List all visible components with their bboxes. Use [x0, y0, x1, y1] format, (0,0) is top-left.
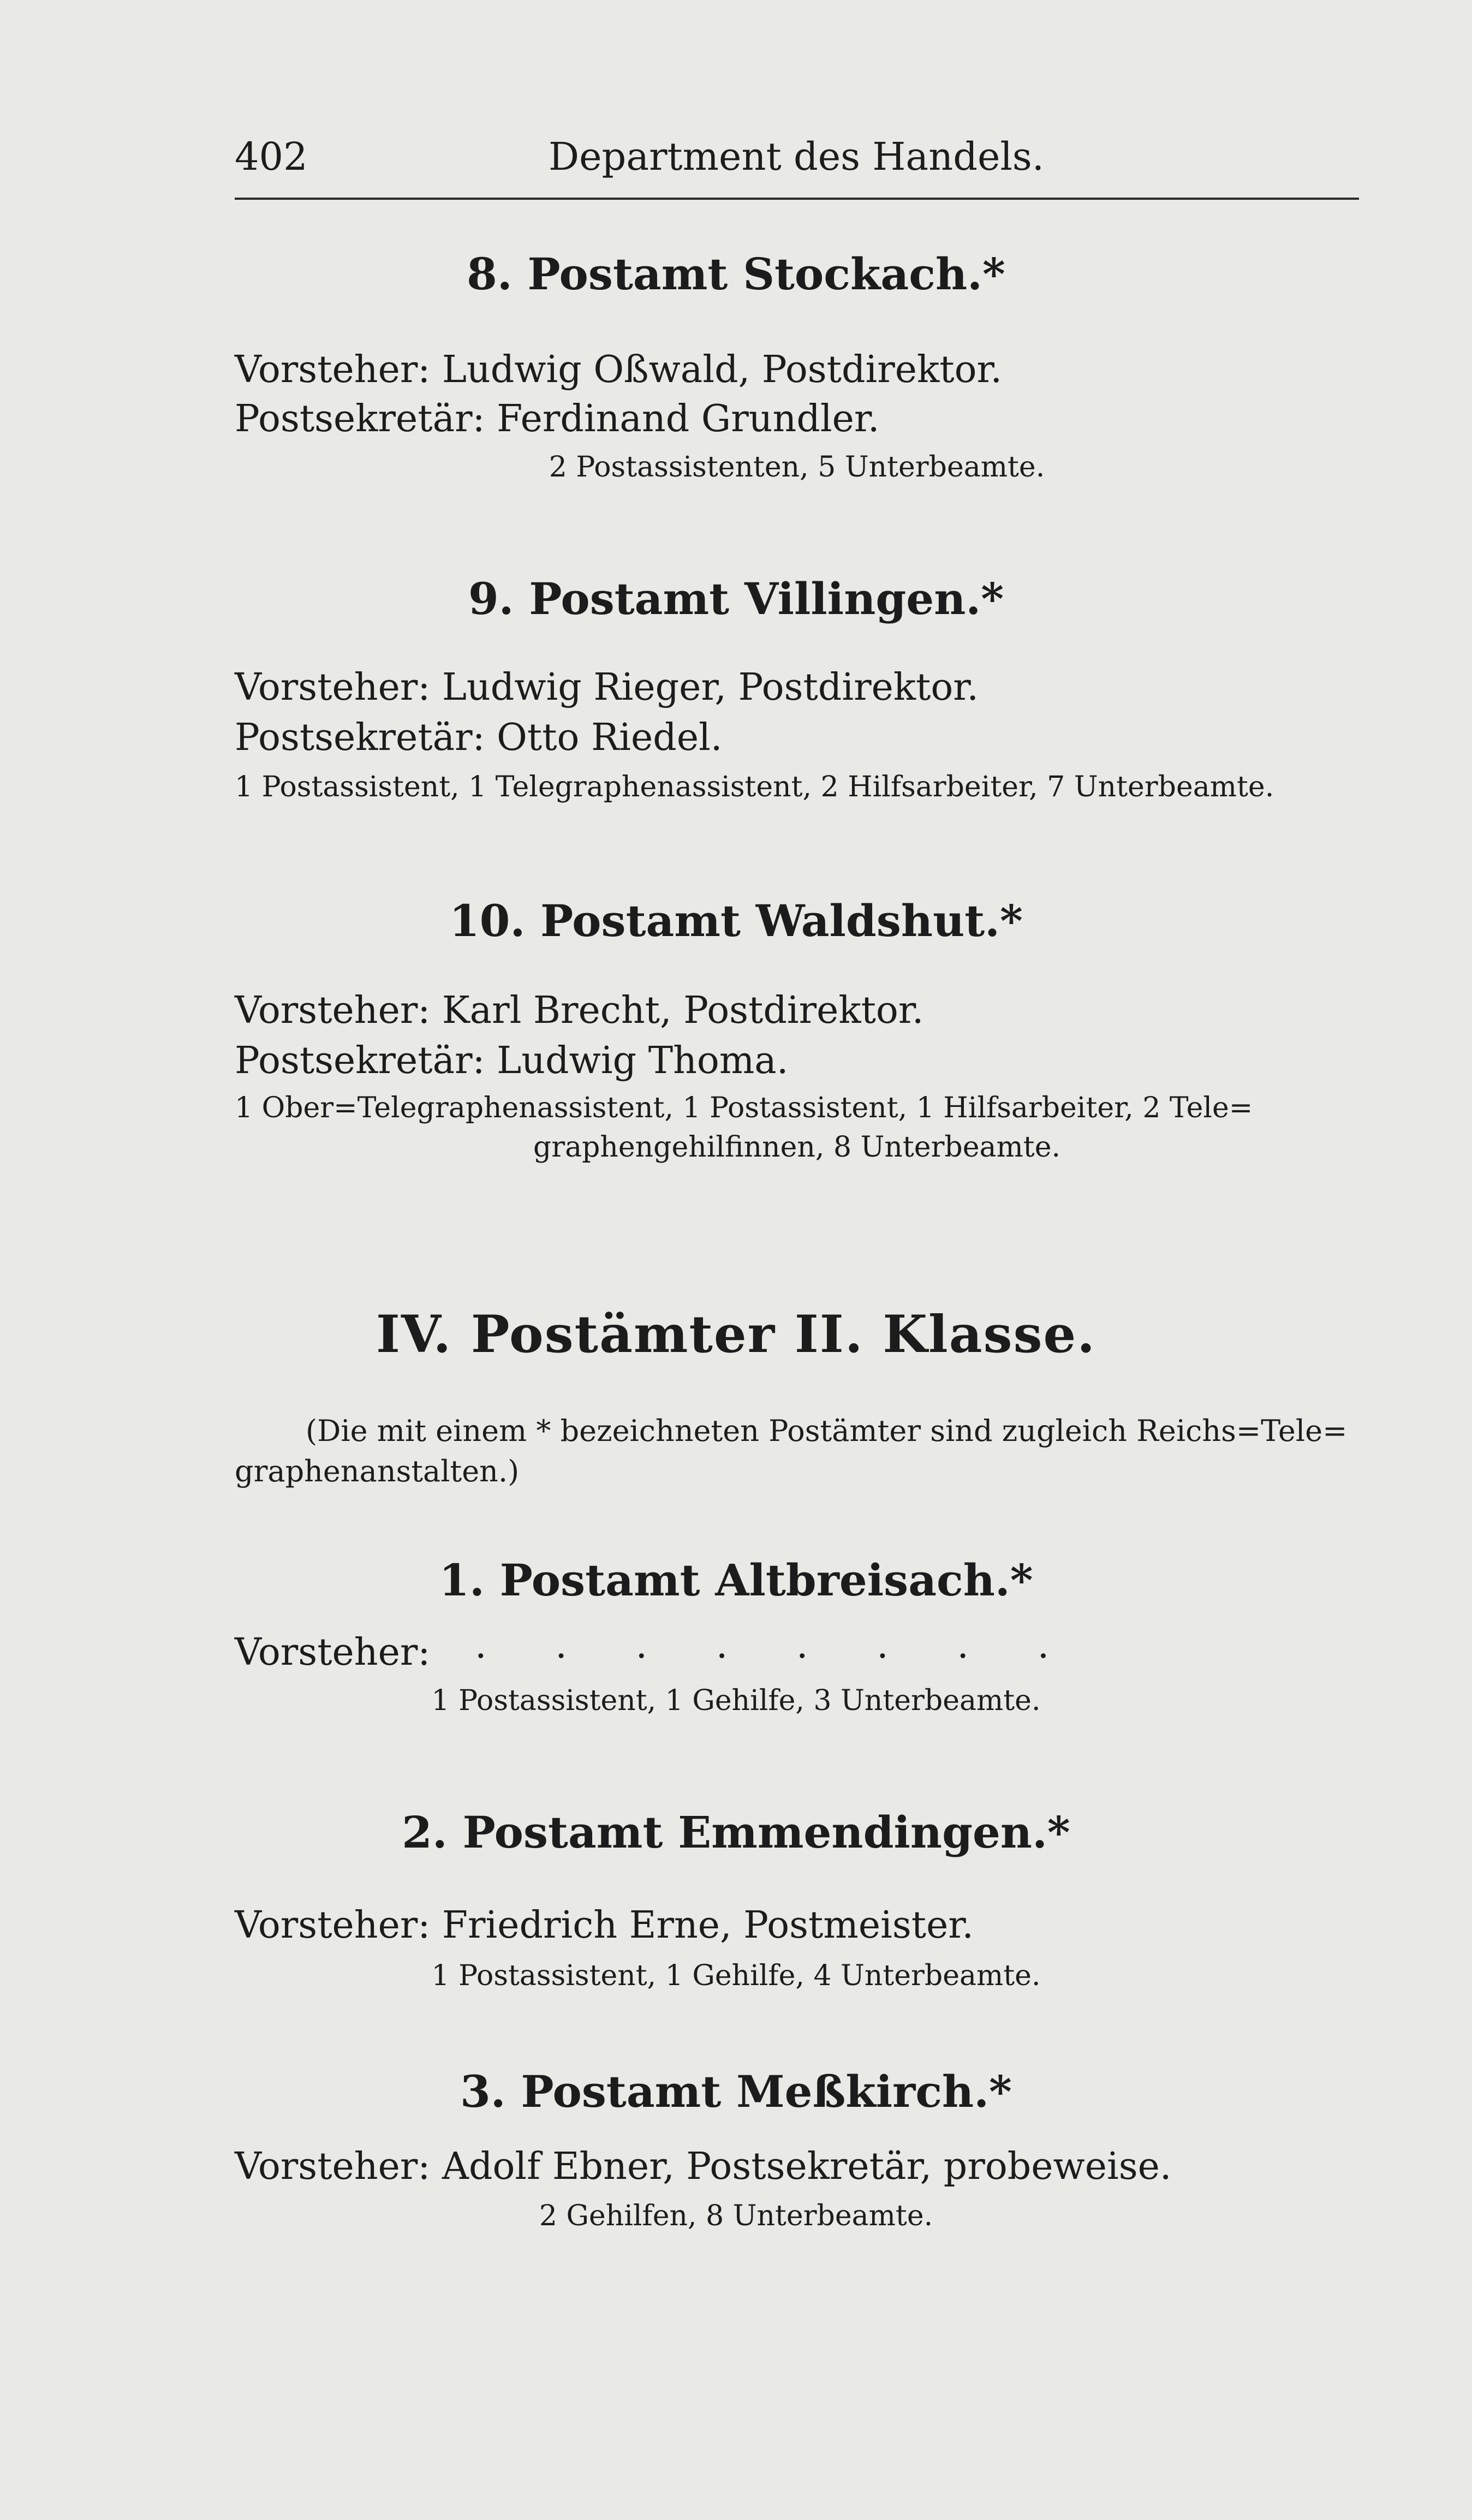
- header-rule: [235, 198, 1359, 200]
- section-note: (Die mit einem * bezeichneten Postämter sind zugleich Reichs=Tele=: [306, 1414, 1348, 1448]
- office-head-line: Vorsteher:: [235, 1631, 431, 1674]
- office-secretary-line: Postsekretär: Otto Riedel.: [235, 716, 723, 759]
- running-header: Department des Handels.: [549, 134, 1045, 179]
- office-head-line: Vorsteher: Karl Brecht, Postdirektor.: [235, 989, 924, 1032]
- office-head-line: Vorsteher: Adolf Ebner, Postsekretär, probeweise.: [235, 2145, 1172, 2188]
- office-title-messkirch: 3. Postamt Meßkirch.*: [460, 2066, 1012, 2117]
- office-staff: 1 Postassistent, 1 Gehilfe, 4 Unterbeamte.: [431, 1959, 1041, 1992]
- office-secretary-line: Postsekretär: Ludwig Thoma.: [235, 1039, 789, 1082]
- office-staff: 2 Postassistenten, 5 Unterbeamte.: [549, 451, 1045, 484]
- section-note-continued: graphenanstalten.): [235, 1454, 520, 1488]
- office-staff: 1 Ober=Telegraphenassistent, 1 Postassistent, 1 Hilfsarbeiter, 2 Tele=: [235, 1092, 1253, 1124]
- office-staff-continued: graphengehilfinnen, 8 Unterbeamte.: [533, 1131, 1060, 1164]
- section-title: IV. Postämter II. Klasse.: [376, 1304, 1096, 1365]
- office-staff: 1 Postassistent, 1 Telegraphenassistent, 2 Hilfsarbeiter, 7 Unterbeamte.: [235, 771, 1274, 803]
- office-title-emmendingen: 2. Postamt Emmendingen.*: [402, 1807, 1070, 1858]
- office-title-altbreisach: 1. Postamt Altbreisach.*: [439, 1554, 1033, 1606]
- placeholder-dots: . . . . . . . .: [475, 1624, 1078, 1667]
- office-secretary-line: Postsekretär: Ferdinand Grundler.: [235, 397, 880, 440]
- office-title-stockach: 8. Postamt Stockach.*: [467, 248, 1005, 300]
- office-head-line: Vorsteher: Friedrich Erne, Postmeister.: [235, 1904, 974, 1947]
- office-staff: 2 Gehilfen, 8 Unterbeamte.: [539, 2200, 933, 2232]
- office-head-line: Vorsteher: Ludwig Oßwald, Postdirektor.: [235, 348, 1003, 391]
- office-title-waldshut: 10. Postamt Waldshut.*: [449, 895, 1023, 946]
- office-staff: 1 Postassistent, 1 Gehilfe, 3 Unterbeamte.: [431, 1684, 1041, 1717]
- page-number: 402: [235, 134, 308, 179]
- office-head-line: Vorsteher: Ludwig Rieger, Postdirektor.: [235, 666, 979, 709]
- office-title-villingen: 9. Postamt Villingen.*: [468, 573, 1004, 624]
